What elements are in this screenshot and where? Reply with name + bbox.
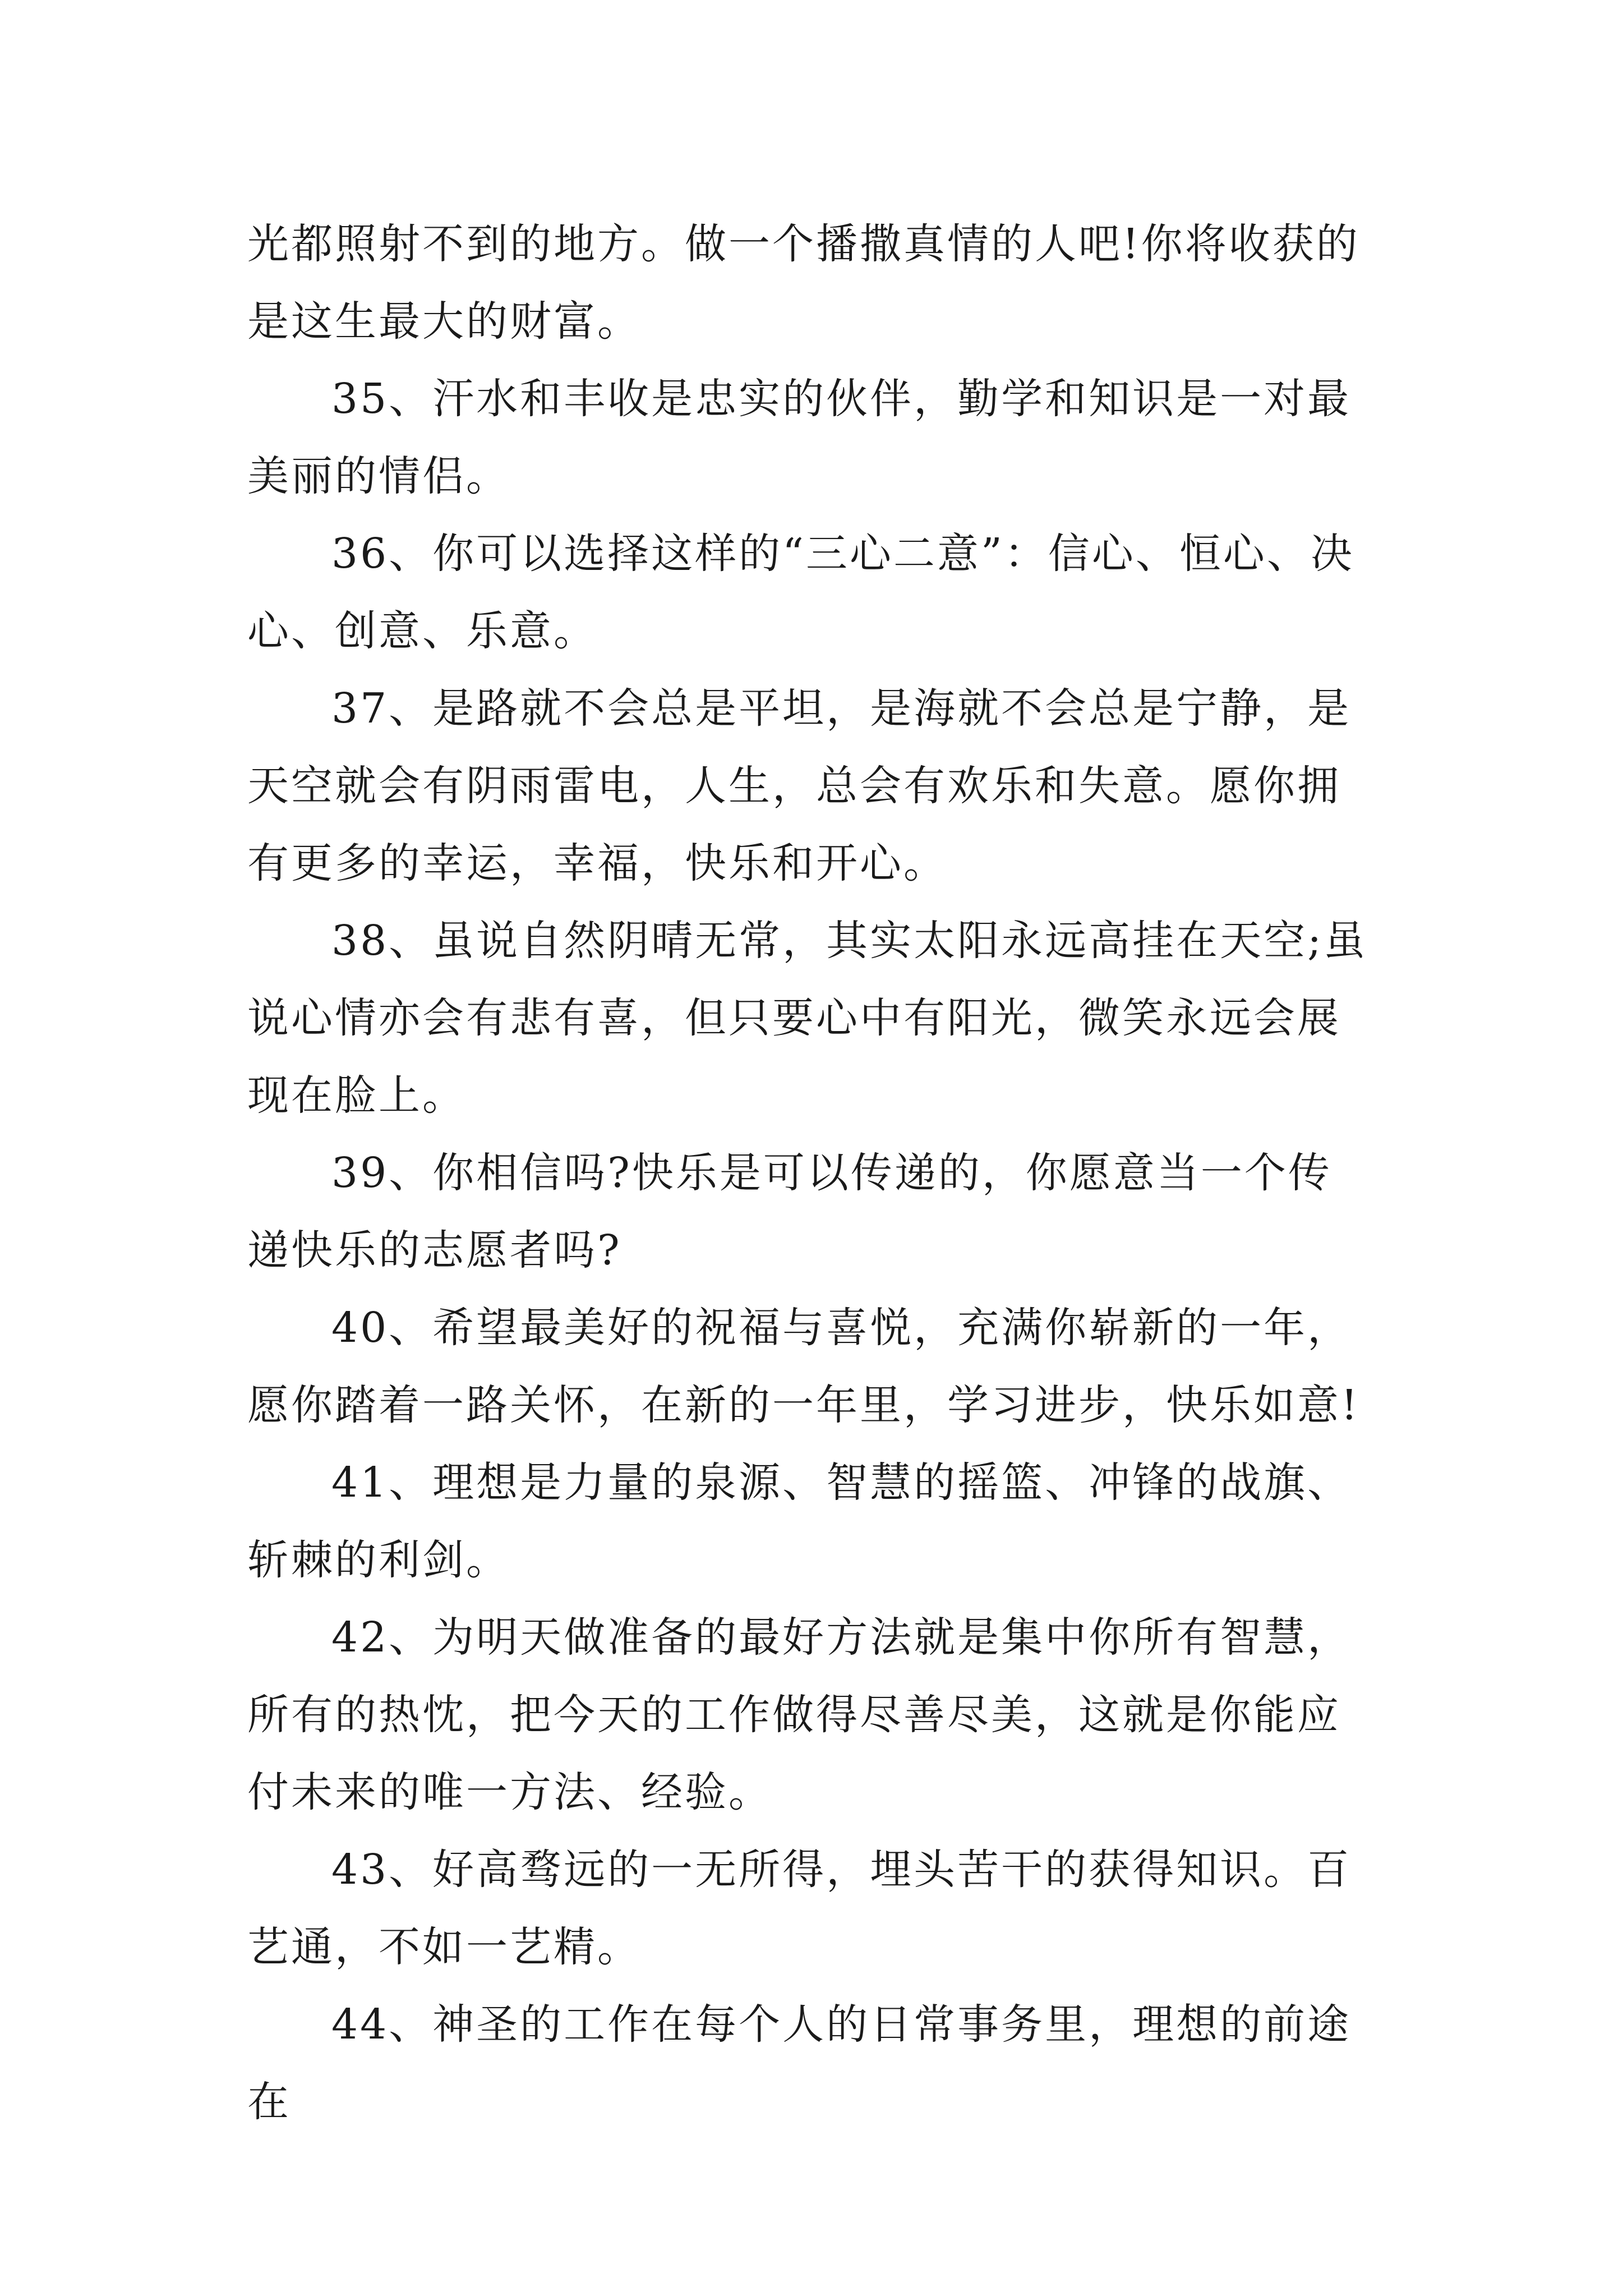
paragraph: 39、你相信吗?快乐是可以传递的，你愿意当一个传递快乐的志愿者吗? [247,1149,1332,1274]
paragraph: 42、为明天做准备的最好方法就是集中你所有智慧，所有的热忱，把今天的工作做得尽善尽美，这就是你能应付未来的唯一方法、经验。 [247,1613,1352,1816]
paragraph: 40、希望最美好的祝福与喜悦，充满你崭新的一年，愿你踏着一路关怀，在新的一年里，学习进步，快乐如意! [247,1304,1360,1429]
paragraph: 41、理想是力量的泉源、智慧的摇篮、冲锋的战旗、斩棘的利剑。 [247,1458,1352,1584]
paragraph: 37、是路就不会总是平坦，是海就不会总是宁静，是天空就会有阴雨雷电，人生，总会有欢乐和失意。愿你拥有更多的幸运，幸福，快乐和开心。 [247,684,1352,887]
paragraph: 43、好高骛远的一无所得，埋头苦干的获得知识。百艺通，不如一艺精。 [247,1846,1352,1971]
paragraph: 35、汗水和丰收是忠实的伙伴，勤学和知识是一对最美丽的情侣。 [247,375,1352,500]
document-body [247,205,1369,2141]
paragraph: 光都照射不到的地方。做一个播撒真情的人吧!你将收获的是这生最大的财富。 [247,220,1360,346]
paragraph: 36、你可以选择这样的“三心二意”：信心、恒心、决心、创意、乐意。 [247,530,1354,655]
paragraph: 38、虽说自然阴晴无常，其实太阳永远高挂在天空;虽说心情亦会有悲有喜，但只要心中有阳光，微笑永远会展现在脸上。 [247,917,1368,1120]
paragraph: 44、神圣的工作在每个人的日常事务里，理想的前途在 [247,2000,1352,2126]
